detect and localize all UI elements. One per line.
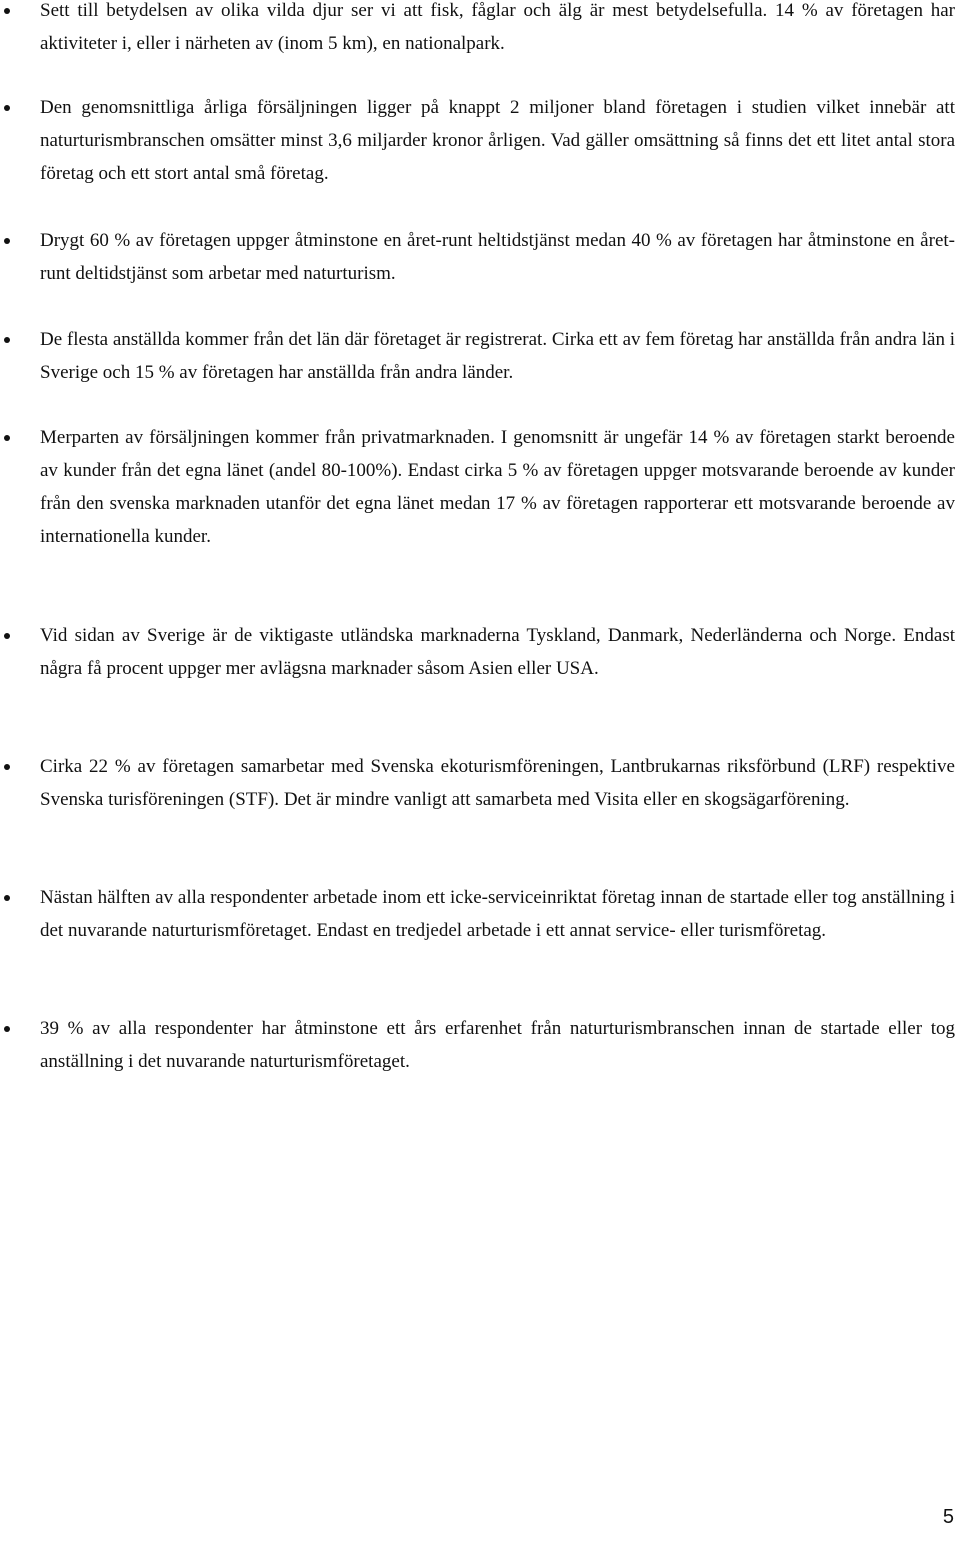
bullet-text: Merparten av försäljningen kommer från privatmarknaden. (40, 427, 495, 448)
bullet-dot-icon (4, 238, 10, 244)
bullet-dot-icon (4, 633, 10, 639)
bullet-text-continued: I genomsnitt är ungefär 14 % av företagen starkt beroende av kunder från det egna länet (andel 80-100%). (40, 427, 955, 481)
bullet-text: Nästan hälften av alla respondenter arbetade inom ett icke-serviceinriktat företag innan de startade eller tog anställning i det nuvarande naturturismföretaget. (40, 887, 955, 941)
bullet-item-6 (40, 619, 955, 685)
bullet-text: Sett till betydelsen av olika vilda djur ser vi att fisk, fåglar och älg är mest betydelsefulla. 14 % av företagen har aktiviteter i, eller i närheten av (inom 5 km), en nationalpark. (40, 0, 955, 54)
bullet-text-continued: Endast några få procent uppger mer avlägsna marknader såsom Asien eller USA. (40, 625, 955, 679)
bullet-text: Den genomsnittliga årliga försäljningen ligger på knappt 2 miljoner bland företagen i studien vilket innebär att naturturismbranschen omsätter minst 3,6 miljarder kronor årligen. (40, 97, 955, 151)
bullet-text: De flesta anställda kommer från det län där företaget är registrerat. (40, 329, 548, 350)
bullet-dot-icon (4, 1026, 10, 1032)
bullet-dot-icon (4, 105, 10, 111)
bullet-item-3 (40, 224, 955, 290)
bullet-text-continued: Endast cirka 5 % av företagen uppger motsvarande beroende av kunder från den svenska marknaden utanför det egna länet medan 17 % av företagen rapporterar ett motsvarande beroende av internationella kunder. (40, 460, 955, 547)
bullet-dot-icon (4, 337, 10, 343)
bullet-item-5 (40, 421, 955, 553)
bullet-item-7 (40, 750, 955, 816)
bullet-item-8 (40, 881, 955, 947)
bullet-text: 39 % av alla respondenter har åtminstone ett års erfarenhet från naturturismbranschen innan de startade eller tog anställning i det nuvarande naturturismföretaget. (40, 1018, 955, 1072)
bullet-text: Vid sidan av Sverige är de viktigaste utländska marknaderna Tyskland, Danmark, Nederländerna och Norge. (40, 625, 897, 646)
bullet-item-2 (40, 91, 955, 190)
bullet-text-continued: Cirka ett av fem företag har anställda från andra län i Sverige och 15 % av företagen har anställda från andra länder. (40, 329, 955, 383)
bullet-dot-icon (4, 764, 10, 770)
bullet-item-4 (40, 323, 955, 389)
bullet-text: Cirka 22 % av företagen samarbetar med Svenska ekoturismföreningen, Lantbrukarnas riksförbund (LRF) respektive Svenska turisföreningen (STF). (40, 756, 955, 810)
page-number: 5 (942, 1506, 954, 1528)
bullet-item-9 (40, 1012, 955, 1078)
bullet-dot-icon (4, 8, 10, 14)
bullet-item-1 (40, 0, 955, 60)
bullet-text: Drygt 60 % av företagen uppger åtminstone en året-runt heltidstjänst medan 40 % av företagen har åtminstone en året-runt deltidstjänst som arbetar med naturturism. (40, 230, 955, 284)
bullet-dot-icon (4, 435, 10, 441)
bullet-dot-icon (4, 895, 10, 901)
bullet-text-continued: Det är mindre vanligt att samarbeta med Visita eller en skogsägarförening. (279, 789, 850, 810)
bullet-text-continued: Vad gäller omsättning så finns det ett litet antal stora företag och ett stort antal små företag. (40, 130, 956, 184)
bullet-text-continued: Endast en tredjedel arbetade i ett annat service- eller turismföretag. (311, 920, 827, 941)
